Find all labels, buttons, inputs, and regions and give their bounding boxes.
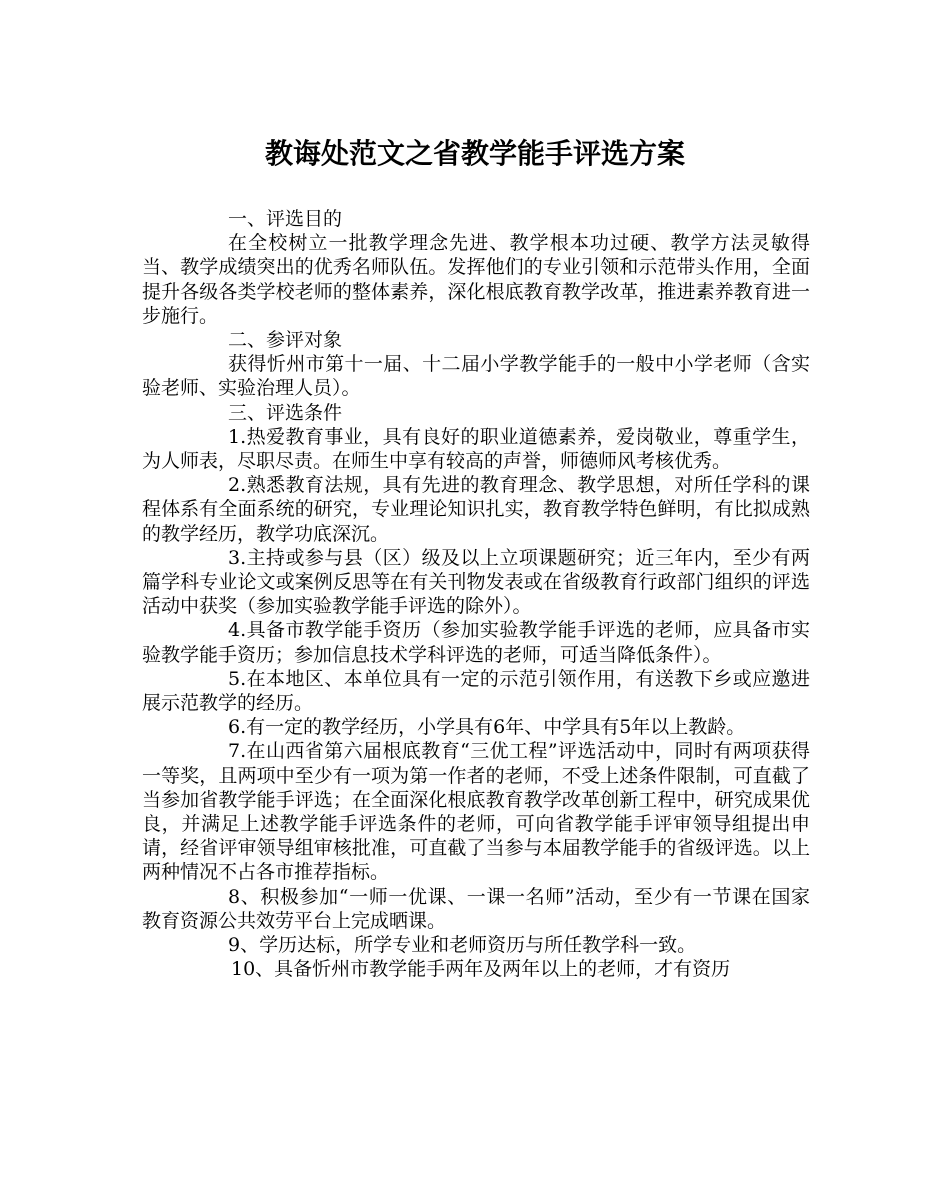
- criteria-item-2: 2.熟悉教育法规，具有先进的教育理念、教学思想，对所任学科的课程体系有全面系统的研究，专业理论知识扎实，教育教学特色鲜明，有比拟成熟的教学经历，教学功底深沉。: [142, 474, 810, 545]
- criteria-item-4: 4.具备市教学能手资历（参加实验教学能手评选的老师，应具备市实验教学能手资历；参加信息技术学科评选的老师，可适当降低条件）。: [142, 619, 810, 666]
- document-body: [142, 207, 810, 982]
- criteria-item-5: 5.在本地区、本单位具有一定的示范引领作用，有送教下乡或应邀进展示范教学的经历。: [142, 667, 810, 715]
- criteria-item-8: 8、积极参加“一师一优课、一课一名师”活动，至少有一节课在国家教育资源公共效劳平台上完成晒课。: [142, 885, 810, 932]
- criteria-item-10: 10、具备忻州市教学能手两年及两年以上的老师，才有资历: [231, 958, 731, 981]
- criteria-item-9: 9、学历达标，所学专业和老师资历与所任教学科一致。: [228, 934, 697, 957]
- document-title: 教诲处范文之省教学能手评选方案: [264, 137, 685, 170]
- section-heading-criteria: 三、评选条件: [228, 401, 343, 424]
- criteria-item-3: 3.主持或参与县（区）级及以上立项课题研究；近三年内，至少有两篇学科专业论文或案例反思等在有关刊物发表或在省级教育行政部门组织的评选活动中获奖（参加实验教学能手评选的除外）。: [142, 546, 810, 618]
- criteria-item-6: 6.有一定的教学经历，小学具有6年、中学具有5年以上教龄。: [228, 716, 746, 739]
- paragraph-participants: 获得忻州市第十一届、十二届小学教学能手的一般中小学老师（含实验老师、实验治理人员）。: [142, 353, 810, 400]
- criteria-item-7: 7.在山西省第六届根底教育“三优工程”评选活动中，同时有两项获得一等奖，且两项中至少有一项为第一作者的老师，不受上述条件限制，可直截了当参加省教学能手评选；在全面深化根底教育教学改革创新工程中，研究成果优良，并满足上述教学能手评选条件的老师，可向省教学能手评审领导组提出申请，经省评审领导组审核批准，可直截了当参与本届教学能手的省级评选。以上两种情况不占各市推荐指标。: [142, 740, 810, 884]
- section-heading-purpose: 一、评选目的: [228, 208, 343, 230]
- criteria-item-1: 1.热爱教育事业，具有良好的职业道德素养，爱岗敬业，尊重学生，为人师表，尽职尽责。在师生中享有较高的声誉，师德师风考核优秀。: [142, 425, 810, 473]
- paragraph-purpose: 在全校树立一批教学理念先进、教学根本功过硬、教学方法灵敏得当、教学成绩突出的优秀名师队伍。发挥他们的专业引领和示范带头作用，全面提升各级各类学校老师的整体素养，深化根底教育教学改革，推进素养教育进一步施行。: [142, 232, 810, 327]
- section-heading-participants: 二、参评对象: [228, 329, 343, 352]
